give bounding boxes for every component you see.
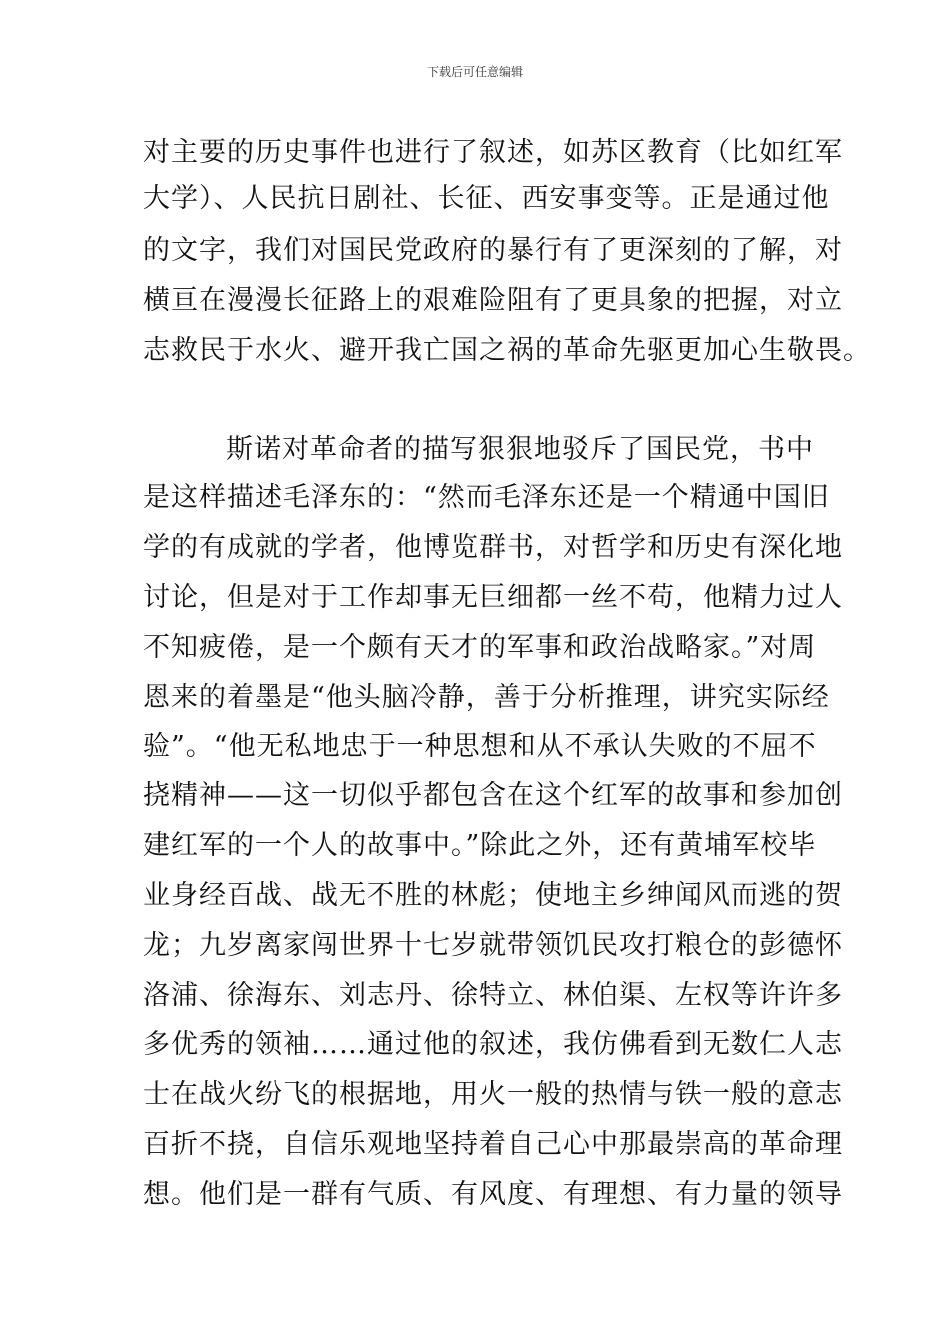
paragraph-line: 挠精神——这一切似乎都包含在这个红军的故事和参加创 [143, 780, 843, 811]
paragraph-line: 斯诺对革命者的描写狠狠地驳斥了国民党，书中 [226, 434, 814, 465]
paragraph-line: 验”。“他无私地忠于一种思想和从不承认失败的不屈不 [143, 731, 817, 762]
paragraph-line: 想。他们是一群有气质、有风度、有理想、有力量的领导 [143, 1179, 843, 1210]
paragraph-line: 百折不挠，自信乐观地坚持着自己心中那最崇高的革命理 [143, 1129, 843, 1160]
paragraph-line: 士在战火纷飞的根据地，用火一般的热情与铁一般的意志 [143, 1079, 843, 1110]
paragraph-line: 多优秀的领袖……通过他的叙述，我仿佛看到无数仁人志 [143, 1029, 843, 1060]
paragraph-line: 对主要的历史事件也进行了叙述，如苏区教育（比如红军 [143, 137, 843, 168]
paragraph-line: 是这样描述毛泽东的：“然而毛泽东还是一个精通中国旧 [143, 482, 830, 513]
paragraph-line: 建红军的一个人的故事中。”除此之外，还有黄埔军校毕 [143, 830, 817, 861]
paragraph-line: 业身经百战、战无不胜的林彪；使地主乡绅闻风而逃的贺 [143, 880, 843, 911]
paragraph-line: 龙；九岁离家闯世界十七岁就带领饥民攻打粮仓的彭德怀 [143, 930, 843, 961]
paragraph-line: 志救民于水火、避开我亡国之祸的革命先驱更加心生敬畏。 [143, 335, 871, 366]
paragraph-line: 大学）、人民抗日剧社、长征、西安事变等。正是通过他 [143, 183, 830, 214]
paragraph-line: 不知疲倦，是一个颇有天才的军事和政治战略家。”对周 [143, 632, 817, 663]
paragraph-line: 的文字，我们对国民党政府的暴行有了更深刻的了解，对 [143, 235, 843, 266]
paragraph-line: 讨论，但是对于工作却事无巨细都一丝不苟，他精力过人 [143, 582, 843, 613]
paragraph-line: 恩来的着墨是“他头脑冷静，善于分析推理，讲究实际经 [143, 682, 830, 713]
page-header-note: 下载后可任意编辑 [426, 65, 523, 79]
paragraph-line: 学的有成就的学者，他博览群书，对哲学和历史有深化地 [143, 532, 843, 563]
paragraph-line: 横亘在漫漫长征路上的艰难险阻有了更具象的把握，对立 [143, 285, 843, 316]
paragraph-line: 洛浦、徐海东、刘志丹、徐特立、林伯渠、左权等许许多 [143, 980, 843, 1011]
